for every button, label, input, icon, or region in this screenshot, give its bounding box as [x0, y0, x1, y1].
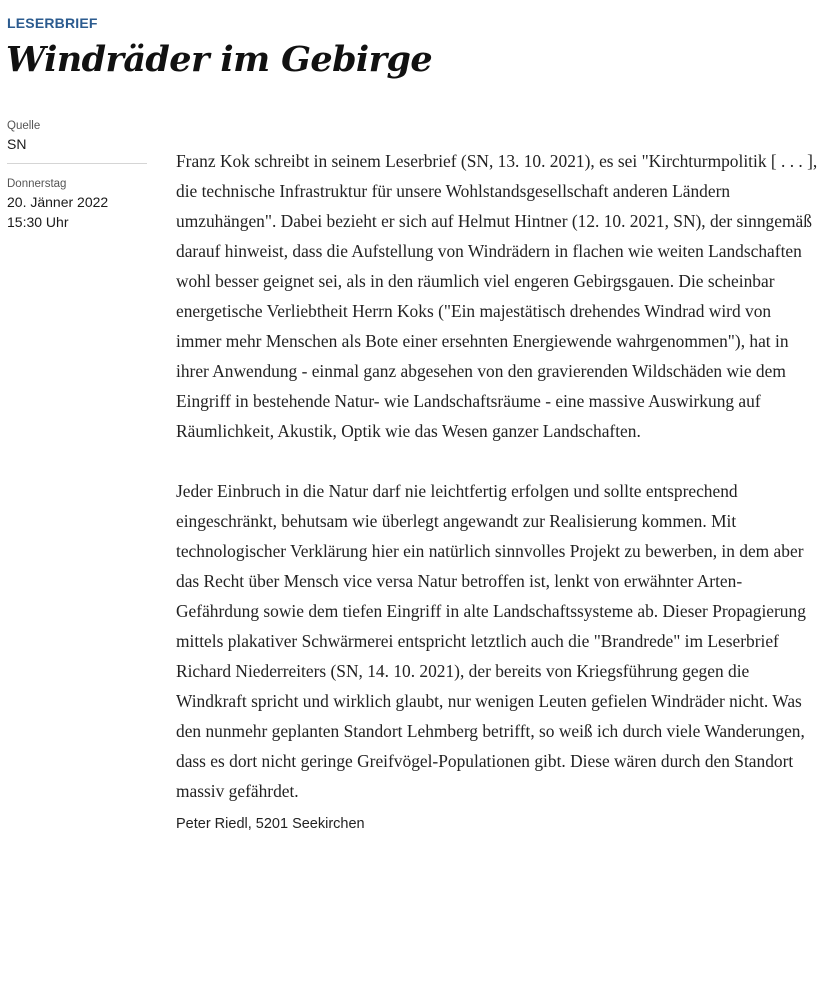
article-title: Windräder im Gebirge — [6, 39, 433, 80]
weekday-label: Donnerstag — [7, 178, 67, 190]
article-meta-sidebar — [7, 118, 147, 232]
source-label: Quelle — [7, 120, 41, 132]
article-paragraph: Franz Kok schreibt in seinem Leserbrief (SN, 13. 10. 2021), es sei "Kirchturmpolitik [ . . . ], die technische Infrastruktur für unsere Wohlstandsgesellschaft anderen Ländern umzuhängen". Dabei bezieht er sich auf Helmut Hintner (12. 10. 2021, SN), der sinngemäß darauf hinweist, dass die Aufstellung von Windrädern in flachen wie weiten Landschaften wohl besser geignet sei, als in den räumlich viel engeren Gebirgsgauen. Die scheinbar energetische Verliebtheit Herrn Koks ("Ein majestätisch drehendes Windrad wird von immer mehr Menschen als Bote einer ersehnten Energiewende wahrgenommen"), hat in ihrer Anwendung - einmal ganz abgesehen von den gravierenden Wildschäden wie dem Eingriff in bestehende Natur- wie Landschaftsräume - eine massive Auswirkung auf Räumlichkeit, Akustik, Optik wie das Wesen ganzer Landschaften. — [176, 151, 818, 441]
article-body — [176, 146, 820, 834]
meta-divider — [7, 163, 147, 164]
article-paragraph: Jeder Einbruch in die Natur darf nie leichtfertig erfolgen und sollte entsprechend eingeschränkt, behutsam wie überlegt angewandt zur Realisierung kommen. Mit technologischer Verklärung hier ein natürlich sinnvolles Projekt zu bewerben, in dem aber das Recht über Mensch vice versa Natur betroffen ist, lenkt von erwähnter Arten-Gefährdung sowie dem tiefen Eingriff in alte Landschaftssysteme ab. Dieser Propagierung mittels plakativer Schwärmerei entspricht letztlich auch die "Brandrede" im Leserbrief Richard Niederreiters (SN, 14. 10. 2021), der bereits von Kriegsführung gegen die Windkraft spricht und wirklich glaubt, nur wenigen Leuten gefielen Windräder nicht. Was den nunmehr geplanten Standort Lehmberg betrifft, so weiß ich durch viele Wanderungen, dass es dort nicht geringe Greifvögel-Populationen gibt. Diese wären durch den Standort massiv gefährdet. — [176, 481, 806, 801]
publish-date: 20. Jänner 2022 15:30 Uhr — [7, 194, 109, 230]
source-value: SN — [7, 136, 27, 152]
author-signature: Peter Riedl, 5201 Seekirchen — [176, 816, 365, 832]
source-block — [7, 118, 147, 163]
section-kicker: LESERBRIEF — [7, 15, 98, 31]
date-block — [7, 176, 147, 232]
